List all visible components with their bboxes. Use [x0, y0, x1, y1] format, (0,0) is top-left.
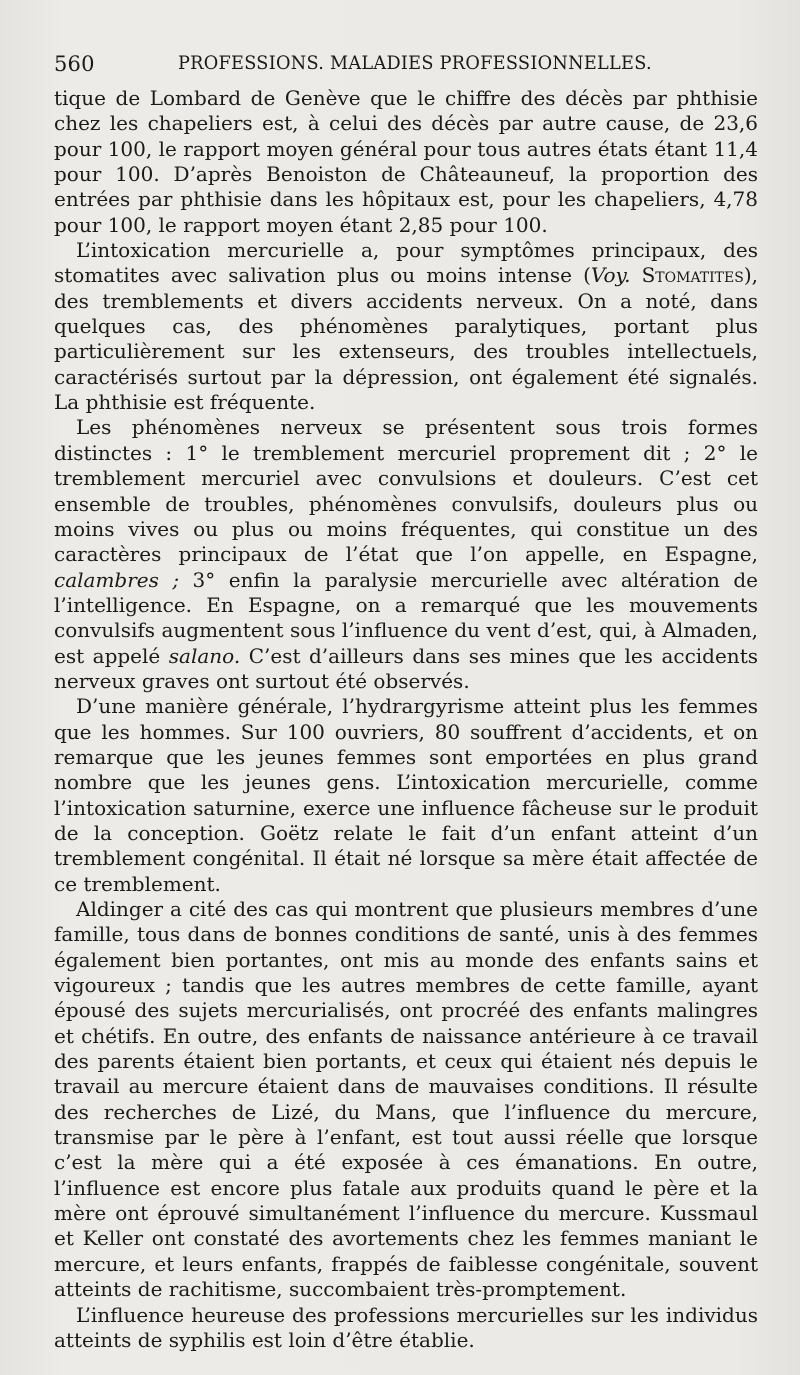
paragraph-chapeliers-statistics	[54, 86, 758, 238]
paragraph-text: L’intoxication mercurielle a, pour symptômes principaux, des stomatites avec salivation plus ou moins intense (	[54, 238, 758, 288]
page-number: 560	[54, 52, 95, 76]
paragraph-text: D’une manière générale, l’hydrargyrisme atteint plus les femmes que les hommes. Sur 100 ouvriers, 80 souffrent d’accidents, et on remarque que les jeunes femmes sont emportées en plus grand nombre que les jeunes gens. L’intoxication mercurielle, comme l’intoxication saturnine, exerce une influence fâcheuse sur le produit de la conception. Goëtz relate le fait d’un enfant atteint d’un tremblement congénital. Il était né lorsque sa mère était affectée de ce tremblement.	[54, 694, 758, 896]
paragraph-text: tique de Lombard de Genève que le chiffre des décès par phthisie chez les chapeliers est, à celui des décès par autre cause, de 23,6 pour 100, le rapport moyen général pour tous autres états étant 11,4 pour 100. D’après Benoiston de Châteauneuf, la proportion des entrées par phthisie dans les hôpitaux est, pour les chapeliers, 4,78 pour 100, le rapport moyen étant 2,85 pour 100.	[54, 86, 758, 237]
paragraph-text: L’influence heureuse des professions mercurielles sur les individus atteints de syphilis est loin d’être établie.	[54, 1302, 758, 1352]
paragraph-text: ), des tremblements et divers accidents nerveux. On a noté, dans quelques cas, des phénomènes paralytiques, portant plus particulièrement sur les extenseurs, des troubles intellectuels, caractérisés surtout par la dépression, ont également été signalés. La phthisie est fréquente.	[54, 263, 758, 415]
running-head-title: PROFESSIONS. MALADIES PROFESSIONNELLES.	[178, 52, 652, 74]
paragraph-text: Les phénomènes nerveux se présentent sous trois formes distinctes : 1° le tremblement mercuriel proprement dit ; 2° le tremblement mercuriel avec convulsions et douleurs. C’est cet ensemble de troubles, phénomènes convulsifs, douleurs plus ou moins vives ou plus ou moins fréquentes, qui constitue un des caractères principaux de l’état que l’on appelle, en Espagne,	[54, 415, 758, 567]
paragraph-symptoms	[54, 238, 758, 415]
cross-reference-stomatites: Stomatites	[641, 263, 744, 288]
paragraph-aldinger	[54, 897, 758, 1303]
running-head	[54, 46, 758, 82]
body-text	[54, 86, 758, 1353]
paragraph-text: 3° enfin la paralysie mercurielle avec altération de l’intelligence. En Espagne, on a remarqué que les mouvements convulsifs augmentent sous l’influence du vent d’est, qui, à Almaden, est appelé	[54, 567, 758, 668]
italic-term-calambres: calambres ;	[54, 567, 180, 592]
paragraph-syphilis	[54, 1303, 758, 1354]
paragraph-text	[631, 263, 642, 287]
paragraph-text: Aldinger a cité des cas qui montrent que plusieurs membres d’une famille, tous dans de bonnes conditions de santé, unis à des femmes également bien portantes, ont mis au monde des enfants sains et vigoureux ; tandis que les autres membres de cette famille, ayant épousé des sujets mercurialisés, ont procréé des enfants malingres et chétifs. En outre, des enfants de naissance antérieure à ce travail des parents étaient bien portants, et ceux qui étaient nés depuis le travail au mercure étaient dans de mauvaises conditions. Il résulte des recherches de Lizé, du Mans, que l’influence du mercure, transmise par le père à l’enfant, est tout aussi réelle que lorsque c’est la mère qui a été exposée à ces émanations. En outre, l’influence est encore plus fatale aux produits quand le père et la mère ont éprouvé simultanément l’influence du mercure. Kussmaul et Keller ont constaté des avortements chez les femmes maniant le mercure, et leurs enfants, frappés de faiblesse congénitale, souvent atteints de rachitisme, succombaient très-promptement.	[54, 897, 758, 1302]
italic-reference: Voy.	[590, 263, 631, 288]
paragraph-text: C’est d’ailleurs dans ses mines que les accidents nerveux graves ont surtout été observés.	[54, 643, 758, 693]
paragraph-hydrargyrisme	[54, 694, 758, 897]
italic-term-salano: salano.	[168, 643, 241, 668]
paragraph-nervous-phenomena	[54, 415, 758, 694]
